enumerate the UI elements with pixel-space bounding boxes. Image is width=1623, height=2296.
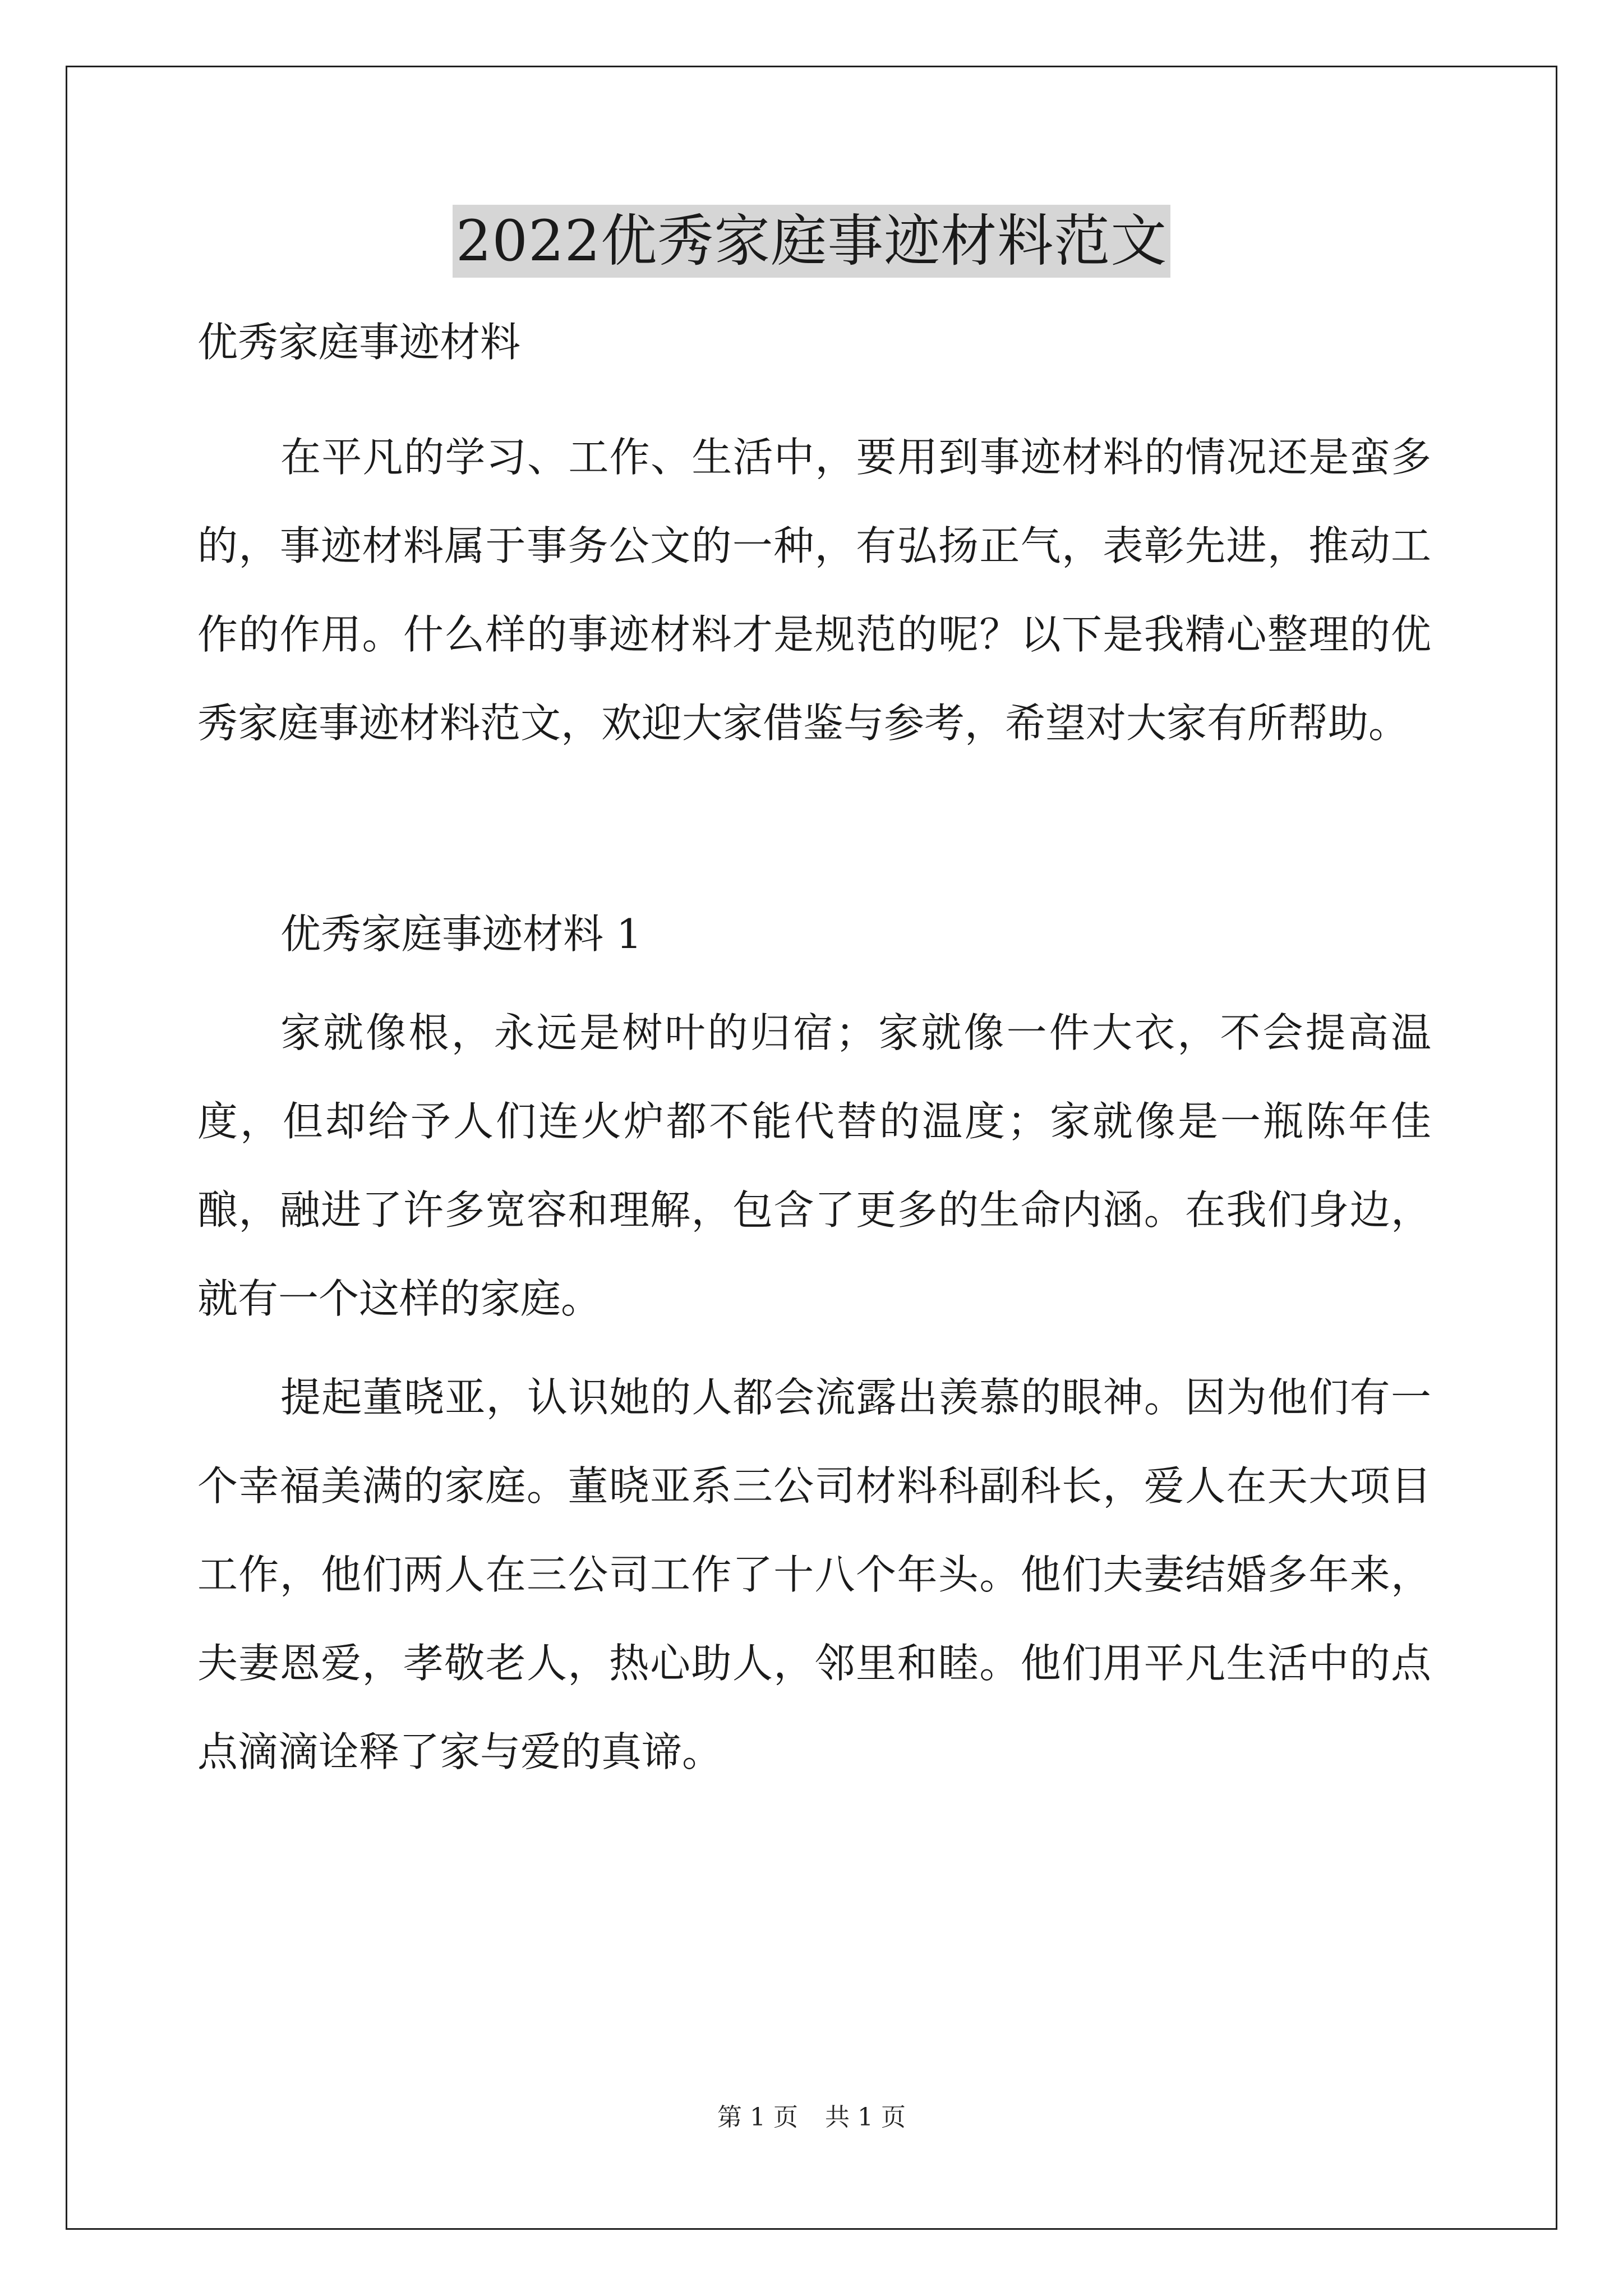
document-heading: 优秀家庭事迹材料 [197,319,521,366]
page-number-total: 共 1 页 [825,2103,906,2132]
title-container [0,205,1623,278]
page-number-current: 第 1 页 [717,2103,798,2132]
body-paragraph-1: 家就像根，永远是树叶的归宿；家就像一件大衣，不会提高温度，但却给予人们连火炉都不能代替的温度；家就像是一瓶陈年佳酿，融进了许多宽容和理解，包含了更多的生命内涵。在我们身边，就有一个这样的家庭。 [197,1009,1431,1322]
document-body [197,303,1431,1796]
page-footer [0,2101,1623,2134]
intro-paragraph: 在平凡的学习、工作、生活中，要用到事迹材料的情况还是蛮多的，事迹材料属于事务公文的一种，有弘扬正气，表彰先进，推动工作的作用。什么样的事迹材料才是规范的呢？以下是我精心整理的优秀家庭事迹材料范文，欢迎大家借鉴与参考，希望对大家有所帮助。 [197,434,1431,747]
document-title: 2022优秀家庭事迹材料范文 [453,205,1171,278]
body-paragraph-2: 提起董晓亚，认识她的人都会流露出羡慕的眼神。因为他们有一个幸福美满的家庭。董晓亚系三公司材料科副科长，爱人在天大项目工作，他们两人在三公司工作了十八个年头。他们夫妻结婚多年来，夫妻恩爱，孝敬老人，热心助人，邻里和睦。他们用平凡生活中的点点滴滴诠释了家与爱的真谛。 [197,1374,1431,1775]
section-title: 优秀家庭事迹材料 1 [280,910,642,958]
